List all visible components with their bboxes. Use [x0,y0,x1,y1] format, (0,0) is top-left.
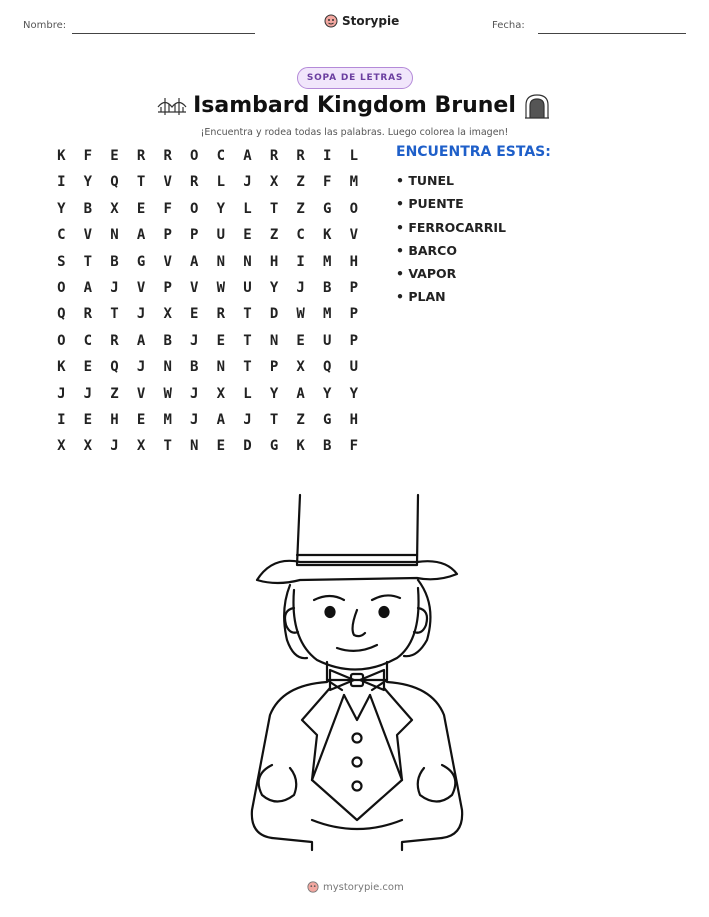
grid-cell: X [216,385,226,402]
grid-cell: E [216,332,226,349]
grid-cell: Y [269,279,279,296]
grid-cell: N [269,332,279,349]
grid-cell: A [190,253,199,270]
grid-cell: N [216,253,226,270]
grid-cell: Y [216,200,226,217]
grid-cell: P [190,227,199,244]
grid-cell: E [136,200,146,217]
page-title: Isambard Kingdom Brunel [193,93,516,118]
grid-cell: W [216,279,226,296]
name-line [72,33,255,34]
grid-cell: R [136,148,146,164]
puzzle-type-badge: SOPA DE LETRAS [297,67,413,89]
grid-cell: P [349,279,359,296]
grid-cell: K [57,359,66,376]
grid-cell: O [57,279,66,296]
grid-cell: C [83,332,93,349]
grid-cell: V [349,227,359,244]
grid-cell: V [136,279,146,296]
grid-cell: A [136,332,146,349]
word-list-title: ENCUENTRA ESTAS: [396,144,551,160]
grid-cell: B [323,438,332,455]
grid-cell: T [83,253,93,270]
grid-cell: R [163,148,172,164]
grid-cell: A [243,148,252,164]
grid-cell: H [349,411,359,428]
grid-cell: M [349,174,359,191]
grid-cell: E [190,306,199,323]
grid-cell: G [269,438,279,455]
word-list [396,172,506,312]
word-item: • VAPOR [396,266,457,282]
grid-cell: R [216,306,226,323]
grid-cell: K [296,438,305,455]
grid-cell: L [216,174,226,191]
grid-cell: U [349,359,359,376]
word-item: • FERROCARRIL [396,219,507,235]
grid-cell: O [190,148,199,164]
grid-cell: J [190,332,199,349]
grid-cell: W [163,385,172,402]
grid-cell: P [269,359,279,376]
grid-cell: E [110,148,119,164]
grid-cell: I [57,174,66,191]
grid-cell: M [323,253,332,270]
grid-cell: R [83,306,93,323]
storypie-logo-icon [307,881,319,893]
grid-cell: A [216,411,226,428]
grid-cell: M [323,306,332,323]
grid-cell: J [190,385,199,402]
grid-cell: Q [110,359,119,376]
grid-cell: N [163,359,172,376]
grid-cell: V [83,227,93,244]
grid-cell: J [83,385,93,402]
grid-cell: J [110,279,119,296]
grid-cell: K [323,227,332,244]
grid-cell: A [136,227,146,244]
grid-cell: A [83,279,93,296]
grid-cell: B [163,332,172,349]
grid-cell: Y [349,385,359,402]
grid-cell: D [269,306,279,323]
grid-cell: X [136,438,146,455]
brunel-coloring-illustration [232,490,482,855]
grid-cell: Y [323,385,332,402]
grid-cell: X [269,174,279,191]
grid-cell: E [136,411,146,428]
grid-cell: B [83,200,93,217]
grid-cell: Q [110,174,119,191]
grid-cell: B [190,359,199,376]
grid-cell: V [190,279,199,296]
grid-cell: C [57,227,66,244]
grid-cell: Y [83,174,93,191]
word-item: • PLAN [396,289,446,305]
grid-cell: V [163,174,172,191]
grid-cell: C [296,227,305,244]
grid-cell: G [136,253,146,270]
grid-cell: X [57,438,66,455]
grid-cell: A [296,385,305,402]
grid-cell: E [296,332,305,349]
grid-cell: Y [57,200,66,217]
grid-cell: F [163,200,172,217]
grid-cell: R [269,148,279,164]
grid-cell: S [57,253,66,270]
grid-cell: N [110,227,119,244]
grid-cell: J [57,385,66,402]
grid-cell: H [349,253,359,270]
grid-cell: J [110,438,119,455]
grid-cell: X [83,438,93,455]
grid-cell: F [83,148,93,164]
brand-name: Storypie [342,14,400,28]
grid-cell: B [110,253,119,270]
grid-cell: W [296,306,305,323]
grid-cell: J [296,279,305,296]
footer [307,881,404,893]
grid-cell: T [163,438,172,455]
grid-cell: T [243,359,252,376]
grid-cell: I [296,253,305,270]
grid-cell: L [243,200,252,217]
grid-cell: T [136,174,146,191]
grid-cell: L [349,148,359,164]
grid-cell: Z [269,227,279,244]
grid-cell: B [323,279,332,296]
word-item: • PUENTE [396,196,464,212]
grid-cell: E [83,359,93,376]
instructions: ¡Encuentra y rodea todas las palabras. Luego colorea la imagen! [200,127,509,138]
grid-cell: T [269,200,279,217]
grid-cell: T [243,332,252,349]
grid-cell: V [163,253,172,270]
grid-cell: Z [296,174,305,191]
grid-cell: T [110,306,119,323]
grid-cell: X [296,359,305,376]
grid-cell: N [216,359,226,376]
word-search-grid [48,148,367,465]
grid-cell: J [243,174,252,191]
grid-cell: Y [269,385,279,402]
grid-cell: R [296,148,305,164]
grid-cell: X [110,200,119,217]
grid-cell: V [136,385,146,402]
grid-cell: G [323,200,332,217]
grid-cell: N [190,438,199,455]
grid-cell: U [216,227,226,244]
grid-cell: O [349,200,359,217]
grid-cell: L [243,385,252,402]
grid-cell: Z [296,411,305,428]
word-item: • TUNEL [396,173,454,188]
grid-cell: I [323,148,332,164]
grid-cell: O [57,332,66,349]
word-item: • BARCO [396,242,457,258]
grid-cell: C [216,148,226,164]
grid-cell: Q [57,306,66,323]
grid-cell: Q [323,359,332,376]
grid-cell: P [349,332,359,349]
grid-cell: Z [296,200,305,217]
grid-cell: P [349,306,359,323]
grid-cell: Z [110,385,119,402]
grid-cell: P [163,227,172,244]
grid-cell: J [190,411,199,428]
grid-cell: U [323,332,332,349]
grid-cell: F [349,438,359,455]
grid-cell: T [243,306,252,323]
grid-cell: E [243,227,252,244]
grid-cell: J [136,306,146,323]
grid-cell: K [57,148,66,164]
grid-cell: G [323,411,332,428]
grid-cell: H [269,253,279,270]
name-label: Nombre: [23,20,67,31]
grid-cell: I [57,411,66,428]
grid-cell: R [190,174,199,191]
grid-cell: N [243,253,252,270]
grid-cell: M [163,411,172,428]
brand-logo [324,14,399,28]
grid-cell: E [83,411,93,428]
grid-cell: U [243,279,252,296]
grid-cell: R [110,332,119,349]
date-line [538,33,686,34]
grid-cell: E [216,438,226,455]
grid-cell: J [136,359,146,376]
grid-cell: H [110,411,119,428]
grid-cell: P [163,279,172,296]
storypie-logo-icon [324,14,338,28]
grid-cell: O [190,200,199,217]
date-label: Fecha: [492,20,525,31]
grid-cell: T [269,411,279,428]
grid-cell: J [243,411,252,428]
footer-site: mystorypie.com [323,881,404,893]
grid-cell: X [163,306,172,323]
grid-cell: F [323,174,332,191]
tunnel-icon [524,93,550,119]
grid-cell: D [243,438,252,455]
